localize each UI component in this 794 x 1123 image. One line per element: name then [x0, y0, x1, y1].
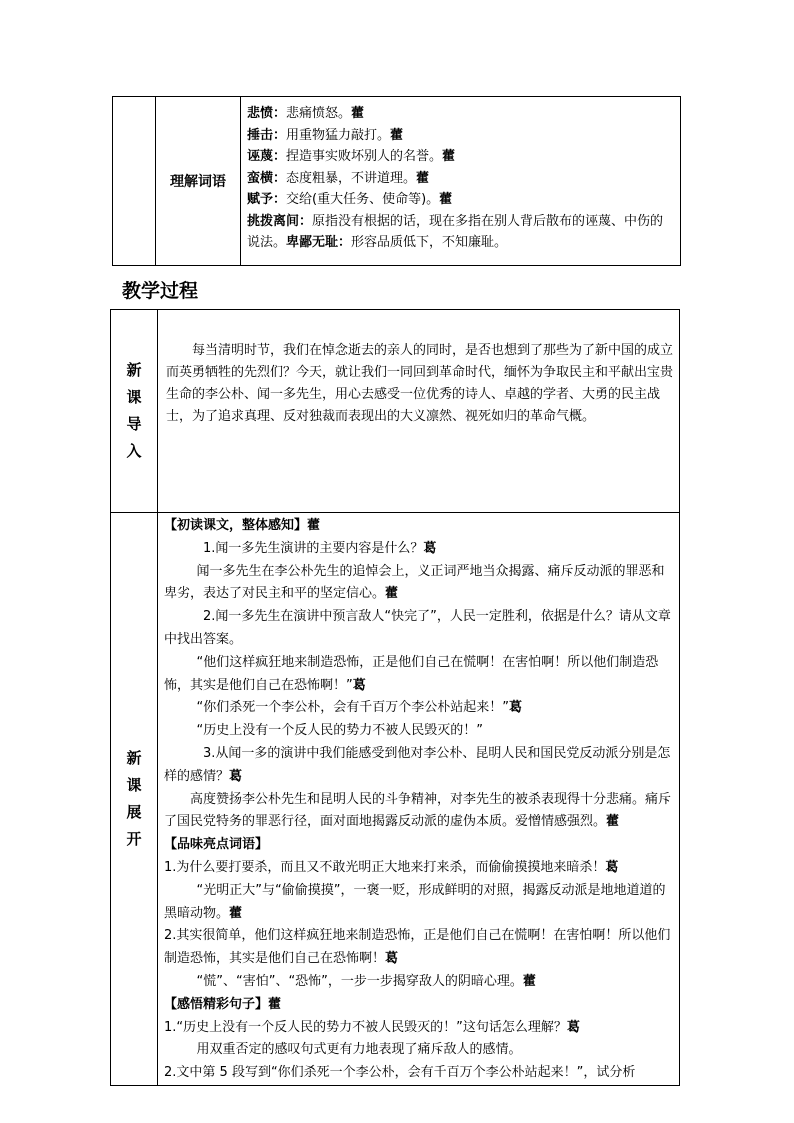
mark-glyph: 葛 — [352, 677, 366, 693]
mark-glyph: 藿 — [390, 127, 404, 143]
vocab-def: 捏造事实败坏别人的名誉。 — [286, 149, 443, 164]
dev-text: 高度赞扬李公朴先生和昆明人民的斗争精神，对李先生的被杀表现得十分悲痛。痛斥了国民党特务的罪恶行径，面对面地揭露反动派的虚伪本质。爱憎情感强烈。 — [164, 791, 672, 830]
vocab-table — [112, 96, 681, 266]
side-char: 新 — [126, 748, 142, 767]
dev-text: 【初读课文，整体感知】 — [164, 518, 308, 533]
dev-text: 3.从闻一多的演讲中我们能感受到他对李公朴、昆明人民和国民党反动派分别是怎样的感情？ — [164, 745, 671, 784]
subsection-heading — [164, 994, 673, 1017]
dev-text: “你们杀死一个李公朴，会有千百万个李公朴站起来！” — [196, 700, 509, 716]
mark-glyph: 藿 — [351, 106, 365, 121]
vocab-entry — [247, 168, 676, 190]
vocab-term: 卑鄙无耻： — [286, 235, 352, 250]
vocab-def: 态度粗暴，不讲道理。 — [286, 170, 417, 186]
dev-text: 1.“历史上没有一个反人民的势力不被人民毁灭的！”这句话怎么理解？ — [164, 1019, 567, 1035]
mark-glyph: 葛 — [566, 1019, 580, 1035]
subsection-heading — [164, 515, 673, 538]
dev-text: 2.文中第 5 段写到“你们杀死一个李公朴，会有千百万个李公朴站起来！”，试分析 — [164, 1065, 636, 1081]
vocab-entry — [247, 211, 676, 254]
dev-paragraph — [164, 1039, 673, 1062]
dev-paragraph — [164, 789, 673, 835]
intro-text: 每当清明时节，我们在悼念逝去的亲人的同时，是否也想到了那些为了新中国的成立而英勇牺牲的先烈们？今天，就让我们一同回到革命时代，缅怀为争取民主和平献出宝贵生命的李公朴、闻一多先生，用心去感受一位优秀的诗人、卓越的学者、大勇的民主战士，为了追求真理、反对独裁而表现出的大义凛然、视死如归的革命气概。 — [158, 310, 680, 513]
vocab-body-cell — [241, 97, 681, 266]
side-char: 展 — [126, 802, 142, 821]
dev-paragraph — [164, 652, 673, 698]
intro-side-label — [111, 310, 158, 513]
mark-glyph: 藿 — [229, 905, 243, 921]
dev-text: 2.其实很简单，他们这样疯狂地来制造恐怖，正是他们自己在慌啊！在害怕啊！所以他们制造恐怖，其实是他们自己在恐怖啊！ — [164, 928, 671, 967]
mark-glyph: 葛 — [229, 768, 243, 784]
dev-paragraph — [164, 697, 673, 720]
vocab-def: 用重物猛力敲打。 — [286, 127, 391, 143]
dev-paragraph — [164, 538, 673, 561]
dev-side-label — [111, 513, 158, 1086]
dev-text: 用双重否定的感叹句式更有力地表现了痛斥敌人的感情。 — [196, 1042, 522, 1058]
side-char: 入 — [126, 442, 142, 460]
dev-text: 1.闻一多先生演讲的主要内容是什么？ — [203, 540, 424, 556]
dev-text: “历史上没有一个反人民的势力不被人民毁灭的！” — [196, 723, 483, 739]
dev-text: 1.为什么要打要杀，而且又不敢光明正大地来打来杀，而偷偷摸摸地来暗杀！ — [164, 859, 606, 875]
mark-glyph: 葛 — [423, 540, 437, 556]
vocab-entry — [247, 189, 676, 211]
dev-paragraph — [164, 1017, 673, 1040]
dev-paragraph — [164, 925, 673, 971]
dev-content — [158, 513, 680, 1086]
dev-paragraph — [164, 857, 673, 880]
vocab-def: 交给(重大任务、使命等)。 — [286, 192, 440, 207]
mark-glyph: 葛 — [385, 951, 399, 967]
dev-paragraph — [164, 971, 673, 994]
mark-glyph: 葛 — [605, 859, 619, 875]
dev-text: “慌”、“害怕”、“恐怖”，一步一步揭穿敌人的阴暗心理。 — [196, 973, 523, 989]
mark-glyph: 藿 — [307, 518, 321, 533]
dev-paragraph — [164, 561, 673, 607]
mark-glyph: 藿 — [522, 973, 536, 989]
dev-text: 闻一多先生在李公朴先生的追悼会上，义正词严地当众揭露、痛斥反动派的罪恶和卑劣，表达了对民主和平的坚定信心。 — [164, 563, 665, 602]
mark-glyph: 藿 — [385, 586, 399, 602]
vocab-term: 挑拨离间： — [247, 213, 313, 229]
dev-text: 【品味亮点词语】 — [164, 837, 269, 853]
dev-text: “光明正大”与“偷偷摸摸”，一褒一贬，形成鲜明的对照，揭露反动派是地地道道的黑暗动物。 — [164, 882, 666, 921]
vocab-term: 蛮横： — [247, 170, 287, 186]
side-char: 课 — [126, 388, 142, 406]
dev-text: 【感悟精彩句子】 — [164, 996, 269, 1012]
dev-paragraph — [164, 880, 673, 926]
vocab-term: 赋予： — [247, 192, 287, 207]
mark-glyph: 葛 — [508, 700, 522, 716]
side-char: 课 — [126, 775, 142, 794]
vocab-label-cell — [156, 97, 241, 266]
section-heading: 教学过程 — [122, 280, 199, 302]
vocab-label: 理解词语 — [170, 174, 226, 190]
vocab-term: 捶击： — [247, 127, 287, 143]
vocab-term: 悲愤： — [247, 106, 287, 121]
vocab-blank-cell — [113, 97, 156, 266]
mark-glyph: 藿 — [606, 814, 620, 830]
side-char: 导 — [126, 415, 142, 433]
dev-paragraph — [164, 743, 673, 789]
vocab-def: 悲痛愤怒。 — [286, 106, 352, 121]
side-char: 新 — [126, 361, 142, 379]
mark-glyph: 藿 — [268, 996, 282, 1012]
mark-glyph: 藿 — [416, 170, 430, 186]
side-char: 开 — [126, 829, 142, 848]
dev-text: 2.闻一多先生在演讲中预言敌人“快完了”，人民一定胜利，依据是什么？请从文章中找出答案。 — [164, 609, 671, 647]
dev-paragraph — [164, 1062, 673, 1085]
mark-glyph: 藿 — [442, 149, 456, 164]
vocab-entry — [247, 125, 676, 147]
dev-paragraph — [164, 606, 673, 652]
vocab-term: 诬蔑： — [247, 149, 287, 164]
mark-glyph: 藿 — [439, 192, 453, 207]
vocab-entry — [247, 146, 676, 168]
vocab-def: 原指没有根据的话，现在多指在别人背后散布的诬蔑、中伤的说法。 — [247, 213, 664, 250]
vocab-entry — [247, 103, 676, 125]
vocab-def: 形容品质低下，不知廉耻。 — [351, 235, 508, 250]
dev-paragraph — [164, 720, 673, 743]
subsection-heading — [164, 834, 673, 857]
process-table — [110, 309, 680, 1086]
dev-text: “他们这样疯狂地来制造恐怖，正是他们自己在慌啊！在害怕啊！所以他们制造恐怖，其实是他们自己在恐怖啊！” — [164, 654, 659, 693]
